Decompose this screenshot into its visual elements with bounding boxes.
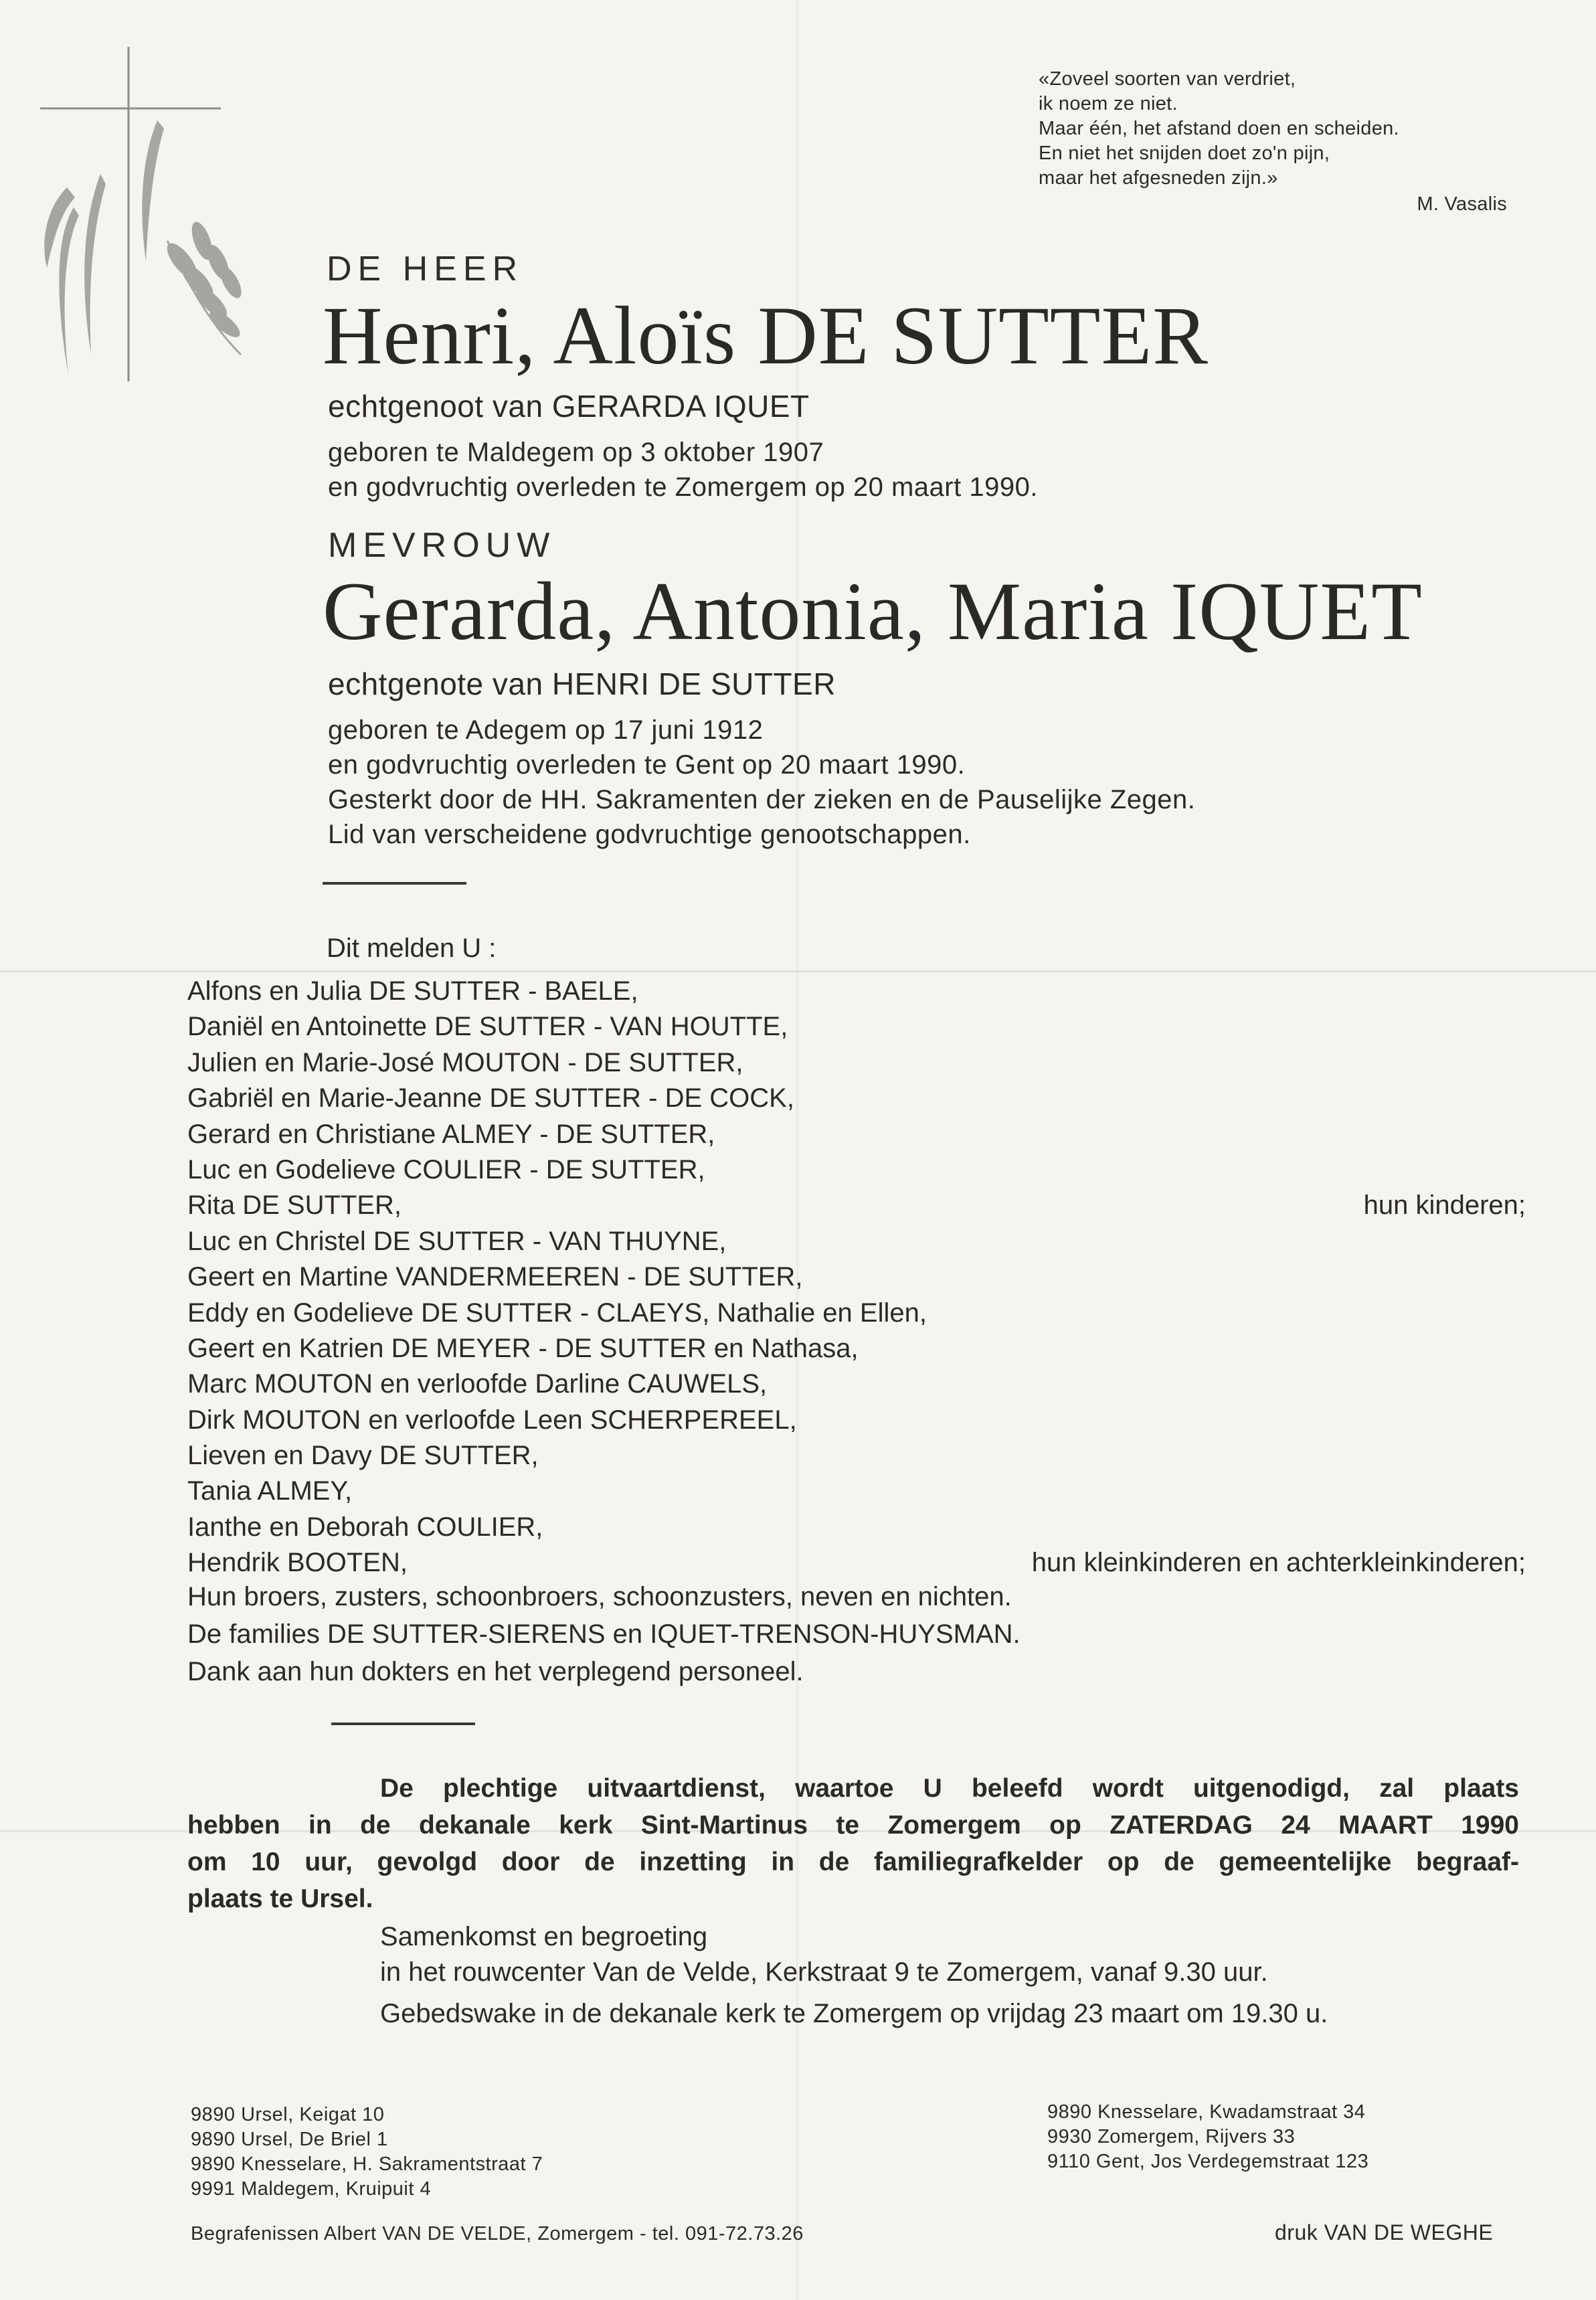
- person1-name: Henri, Aloïs DE SUTTER: [323, 290, 1209, 381]
- family-member-name: Geert en Martine VANDERMEEREN - DE SUTTER,: [187, 1262, 803, 1292]
- quote-line: «Zoveel soorten van verdriet,: [1039, 68, 1296, 90]
- cross-wheat-icon: [27, 40, 254, 388]
- family-member-name: Julien en Marie-José MOUTON - DE SUTTER,: [187, 1047, 743, 1077]
- family-member-name: Geert en Katrien DE MEYER - DE SUTTER en Nathasa,: [187, 1333, 859, 1363]
- family-member-name: Alfons en Julia DE SUTTER - BAELE,: [187, 976, 638, 1006]
- family-list-row: [187, 1117, 1526, 1152]
- divider-rule: [331, 1722, 475, 1725]
- person2-salutation: MEVROUW: [328, 526, 556, 565]
- poem-quote: [1039, 67, 1547, 217]
- family-member-name: Luc en Christel DE SUTTER - VAN THUYNE,: [187, 1226, 727, 1256]
- family-member-name: Gabriël en Marie-Jeanne DE SUTTER - DE COCK,: [187, 1083, 794, 1114]
- person1-spouse: echtgenoot van GERARDA IQUET: [328, 389, 810, 424]
- gathering-line: Samenkomst en begroeting: [380, 1922, 708, 1951]
- family-list-row: [187, 974, 1526, 1009]
- quote-author: M. Vasalis: [1417, 193, 1507, 215]
- undertaker-credit: Begrafenissen Albert VAN DE VELDE, Zomergem - tel. 091-72.73.26: [191, 2223, 804, 2244]
- closing-line: De families DE SUTTER-SIERENS en IQUET-TRENSON-HUYSMAN.: [187, 1619, 1021, 1649]
- detail-line: geboren te Maldegem op 3 oktober 1907: [328, 438, 824, 467]
- family-member-name: Marc MOUTON en verloofde Darline CAUWELS,: [187, 1369, 768, 1399]
- family-list-row: [187, 1152, 1526, 1188]
- family-list-row: [187, 1081, 1526, 1116]
- closing-line: Dank aan hun dokters en het verplegend personeel.: [187, 1657, 804, 1686]
- family-list-row: [187, 1545, 1526, 1581]
- funeral-line: om 10 uur, gevolgd door de inzetting in de familiegrafkelder op de gemeentelijke begraaf-: [187, 1848, 1519, 1876]
- family-relation: hun kleinkinderen en achterkleinkinderen;: [1031, 1548, 1526, 1578]
- person1-details: [328, 435, 1038, 505]
- address-line: 9930 Zomergem, Rijvers 33: [1047, 2126, 1296, 2147]
- family-member-name: Eddy en Godelieve DE SUTTER - CLAEYS, Nathalie en Ellen,: [187, 1298, 927, 1328]
- printer-credit: druk VAN DE WEGHE: [1275, 2220, 1494, 2244]
- family-list-row: [187, 1474, 1526, 1509]
- family-list-row: [187, 1366, 1526, 1402]
- funeral-service-text: [187, 1770, 1519, 1917]
- closing-lines: [187, 1578, 1021, 1690]
- family-member-name: Tania ALMEY,: [187, 1476, 353, 1506]
- prayer-vigil-info: Gebedswake in de dekanale kerk te Zomergem op vrijdag 23 maart om 19.30 u.: [380, 1999, 1328, 2028]
- detail-line: en godvruchtig overleden te Gent op 20 maart 1990.: [328, 750, 966, 780]
- detail-line: Gesterkt door de HH. Sakramenten der zieken en de Pauselijke Zegen.: [328, 785, 1196, 814]
- family-member-name: Lieven en Davy DE SUTTER,: [187, 1441, 539, 1471]
- family-list-row: [187, 1403, 1526, 1438]
- gathering-line: in het rouwcenter Van de Velde, Kerkstraat 9 te Zomergem, vanaf 9.30 uur.: [380, 1957, 1268, 1987]
- family-list-row: [187, 1259, 1526, 1295]
- addresses-left: [191, 2103, 543, 2202]
- person2-spouse: echtgenote van HENRI DE SUTTER: [328, 667, 836, 701]
- family-member-name: Rita DE SUTTER,: [187, 1190, 402, 1221]
- family-list-row: [187, 1331, 1526, 1366]
- quote-line: En niet het snijden doet zo'n pijn,: [1039, 143, 1330, 164]
- address-line: 9890 Knesselare, Kwadamstraat 34: [1047, 2101, 1366, 2123]
- divider-rule: [323, 882, 466, 885]
- family-member-name: Dirk MOUTON en verloofde Leen SCHERPEREEL,: [187, 1405, 797, 1435]
- address-line: 9890 Ursel, Keigat 10: [191, 2104, 385, 2125]
- family-member-name: Hendrik BOOTEN,: [187, 1548, 408, 1578]
- person1-salutation: DE HEER: [327, 250, 524, 288]
- family-list-row: [187, 1224, 1526, 1259]
- family-list-row: [187, 1045, 1526, 1081]
- detail-line: geboren te Adegem op 17 juni 1912: [328, 715, 764, 745]
- address-line: 9890 Ursel, De Briel 1: [191, 2129, 388, 2150]
- family-member-name: Daniël en Antoinette DE SUTTER - VAN HOUTTE,: [187, 1012, 788, 1042]
- funeral-line: De plechtige uitvaartdienst, waartoe U beleefd wordt uitgenodigd, zal plaats: [380, 1774, 1519, 1803]
- family-member-name: Luc en Godelieve COULIER - DE SUTTER,: [187, 1154, 705, 1184]
- detail-line: Lid van verscheidene godvruchtige genootschappen.: [328, 820, 971, 849]
- family-list: [187, 974, 1526, 1581]
- closing-line: Hun broers, zusters, schoonbroers, schoonzusters, neven en nichten.: [187, 1582, 1012, 1611]
- family-member-name: Ianthe en Deborah COULIER,: [187, 1512, 543, 1542]
- family-list-row: [187, 1296, 1526, 1331]
- quote-line: ik noem ze niet.: [1039, 93, 1178, 114]
- person2-details: [328, 713, 1195, 852]
- family-list-row: [187, 1188, 1526, 1223]
- addresses-right: [1047, 2100, 1368, 2174]
- funeral-line: plaats te Ursel.: [187, 1884, 373, 1913]
- announcement-heading: Dit melden U :: [327, 934, 497, 963]
- family-list-row: [187, 1009, 1526, 1045]
- address-line: 9110 Gent, Jos Verdegemstraat 123: [1047, 2151, 1369, 2172]
- gathering-info: [380, 1919, 1268, 1990]
- quote-line: Maar één, het afstand doen en scheiden.: [1039, 118, 1399, 139]
- family-relation: hun kinderen;: [1363, 1190, 1526, 1221]
- funeral-line: hebben in de dekanale kerk Sint-Martinus te Zomergem op ZATERDAG 24 MAART 1990: [187, 1811, 1519, 1840]
- detail-line: en godvruchtig overleden te Zomergem op 20 maart 1990.: [328, 472, 1038, 502]
- person2-name: Gerarda, Antonia, Maria IQUET: [323, 565, 1423, 657]
- address-line: 9890 Knesselare, H. Sakramentstraat 7: [191, 2153, 543, 2175]
- family-member-name: Gerard en Christiane ALMEY - DE SUTTER,: [187, 1119, 715, 1149]
- address-line: 9991 Maldegem, Kruipuit 4: [191, 2178, 432, 2200]
- family-list-row: [187, 1438, 1526, 1474]
- quote-line: maar het afgesneden zijn.»: [1039, 167, 1278, 189]
- family-list-row: [187, 1510, 1526, 1545]
